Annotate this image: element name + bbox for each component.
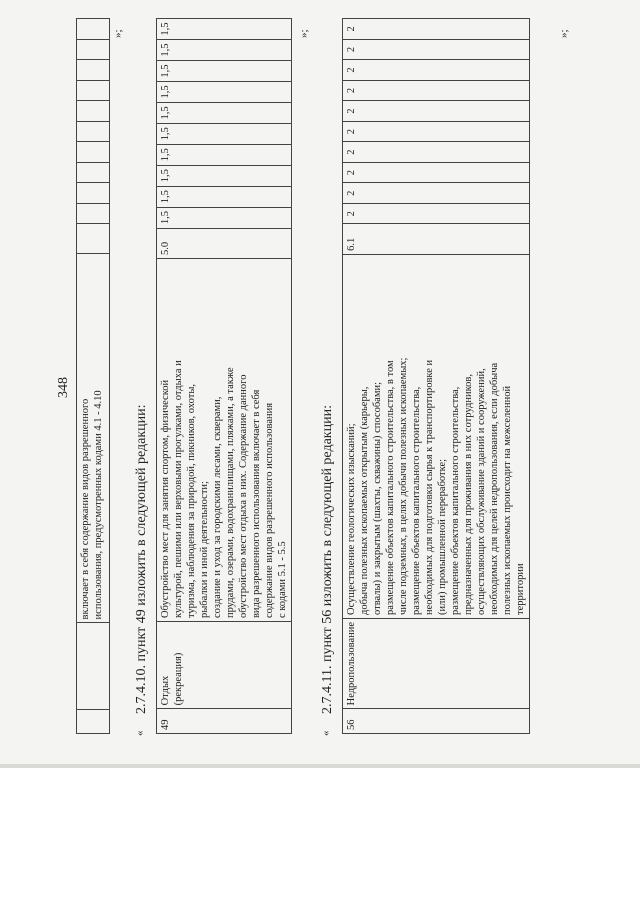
row-value: 2 xyxy=(343,60,530,81)
top-row-text: включает в себя содержание видов разрешенного использования, предусмотренных кодами 4.1 - 4.10 xyxy=(77,254,110,623)
row-value: 2 xyxy=(343,183,530,204)
open-quote: « xyxy=(320,730,332,736)
table-item-49 xyxy=(156,18,292,734)
row-code: 5.0 xyxy=(157,228,292,258)
open-quote: « xyxy=(134,730,146,736)
row-value: 1,5 xyxy=(157,40,292,61)
section-heading: 2.7.4.10. пункт 49 изложить в следующей редакции: xyxy=(134,404,149,714)
end-quote: »; xyxy=(298,29,310,38)
row-number: 49 xyxy=(157,709,292,734)
table-row xyxy=(343,19,530,734)
row-value: 2 xyxy=(343,39,530,60)
row-value: 2 xyxy=(343,80,530,101)
row-value: 1,5 xyxy=(157,102,292,123)
rotated-document xyxy=(50,18,590,738)
row-value: 2 xyxy=(343,203,530,224)
row-value: 1,5 xyxy=(157,61,292,82)
row-value: 1,5 xyxy=(157,123,292,144)
row-value: 2 xyxy=(343,121,530,142)
section-heading: 2.7.4.11. пункт 56 изложить в следующей редакции: xyxy=(320,405,335,714)
row-value: 2 xyxy=(343,162,530,183)
blank-area xyxy=(0,768,640,905)
row-value: 1,5 xyxy=(157,81,292,102)
row-description: Обустройство мест для занятия спортом, физической культурой, пешими или верховыми прогулками, отдыха и туризма, наблюдения за природой, пикников, охоты, рыбалки и иной деятельности; создание и уход за городскими лесами, скверами, прудами, озерами, водохранилищами, пляжами, а также обустройство мест отдыха в них. Содержание данного вида разрешенного использования включает в себя содержание видов разрешенного использования с кодами 5.1 - 5.5 xyxy=(157,258,292,621)
row-value: 1,5 xyxy=(157,144,292,165)
end-quote: »; xyxy=(112,29,124,38)
top-table xyxy=(76,18,110,734)
row-value: 2 xyxy=(343,101,530,122)
row-name: Отдых (рекреация) xyxy=(157,622,292,709)
row-number: 56 xyxy=(343,709,530,734)
table-row xyxy=(77,19,110,734)
table-item-56 xyxy=(342,18,530,734)
row-value: 1,5 xyxy=(157,207,292,228)
row-name: Недропользование xyxy=(343,618,530,708)
row-value: 1,5 xyxy=(157,186,292,207)
row-code: 6.1 xyxy=(343,224,530,254)
page-number: 348 xyxy=(56,377,71,398)
row-value: 2 xyxy=(343,142,530,163)
row-value: 1,5 xyxy=(157,165,292,186)
row-value: 2 xyxy=(343,19,530,40)
end-quote: »; xyxy=(558,29,570,38)
row-description: Осуществление геологических изысканий; добыча полезных ископаемых открытым (карьеры, отвалы) и закрытым (шахты, скважины) способами; размещение объектов капитального строительства, в том числе подземных, в целях добычи полезных ископаемых; размещение объектов капитального строительства, необходимых для подготовки сырья к транспортировке и (или) промышленной переработке; размещение объектов капитального строительства, предназначенных для проживания в них сотрудников, осуществляющих обслуживание зданий и сооружений, необходимых для целей недропользования, если добыча полезных ископаемых происходит на межселенной территории xyxy=(343,254,530,618)
table-row xyxy=(157,19,292,734)
row-value: 1,5 xyxy=(157,19,292,40)
